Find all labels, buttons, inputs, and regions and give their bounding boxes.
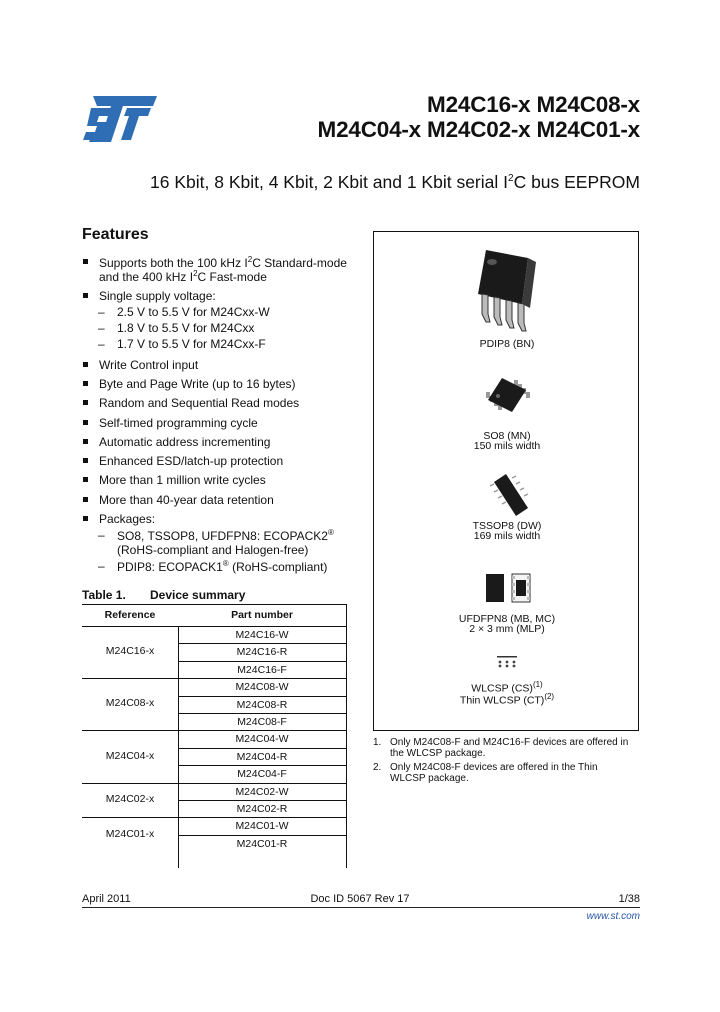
subtitle: 16 Kbit, 8 Kbit, 4 Kbit, 2 Kbit and 1 Kbit serial $I^2C$ bus EEPROM <box>150 172 640 192</box>
ufdfpn8-package-icon <box>484 572 534 606</box>
feature-text: Single supply voltage: <box>99 289 216 303</box>
table-reference-cell: M24C08-x <box>105 697 155 710</box>
table-part-cell: M24C08-W <box>235 681 289 694</box>
footer-url-link[interactable]: www.st.com <box>586 911 640 922</box>
feature-text: and the 400 kHz $I^2C$ Fast-mode <box>99 269 267 284</box>
footer-date: April 2011 <box>82 893 131 905</box>
table-part-cell: M24C04-R <box>236 750 288 763</box>
table-part-cell: M24C01-W <box>235 820 289 833</box>
ufdfpn8-label-2: 2 × 3 mm (MLP) <box>469 623 545 635</box>
tssop8-package-icon <box>488 472 532 522</box>
bullet-icon <box>83 439 88 444</box>
pdip8-label: PDIP8 (BN) <box>479 338 535 350</box>
thin-wlcsp-label: Thin WLCSP (CT)$^{(2)}$ <box>459 692 555 707</box>
table-reference-cell: M24C02-x <box>105 793 155 805</box>
bullet-icon <box>83 259 88 264</box>
title-line-1: M24C16-x M24C08-x <box>427 92 640 117</box>
table-part-cell: M24C01-R <box>236 837 288 850</box>
table-reference-cell: M24C16-x <box>105 645 155 658</box>
so8-package-icon <box>484 376 532 416</box>
wlcsp-label: WLCSP (CS)$^{(1)}$ <box>471 680 543 695</box>
table-row-rule <box>178 661 346 662</box>
table-part-cell: M24C02-R <box>236 803 288 815</box>
table-group-rule <box>82 783 346 784</box>
table-reference-cell: M24C04-x <box>105 749 155 762</box>
bullet-icon <box>83 516 88 521</box>
table-row-rule <box>178 800 346 801</box>
table-top-rule <box>82 604 346 605</box>
table-row-rule <box>178 835 346 836</box>
table-header-part-number: Part number <box>231 609 293 621</box>
device-summary-table <box>82 604 346 868</box>
table-part-cell: M24C16-W <box>235 629 289 641</box>
features-heading: Features <box>82 226 149 243</box>
footer-page-number: 1/38 <box>618 893 640 905</box>
so8-label-1: SO8 (MN) <box>483 430 531 442</box>
pdip8-package-icon <box>472 248 544 332</box>
st-logo <box>83 96 157 142</box>
tssop8-label-2: 169 mils width <box>473 530 541 542</box>
table-row-rule <box>178 713 346 714</box>
bullet-icon <box>83 497 88 502</box>
table-part-cell: M24C04-F <box>237 768 287 781</box>
bullet-icon <box>83 477 88 482</box>
packages-panel <box>373 231 639 731</box>
table-header-rule <box>82 626 346 627</box>
footer-divider <box>82 907 640 908</box>
table-caption: Table 1. Device summary <box>82 588 246 602</box>
bullet-icon <box>83 293 88 298</box>
bullet-icon <box>83 381 88 386</box>
table-group-rule <box>82 678 346 679</box>
table-part-cell: M24C08-R <box>236 698 288 711</box>
bullet-icon <box>83 420 88 425</box>
footer-doc-id: Doc ID 5067 Rev 17 <box>310 893 410 905</box>
table-part-cell: M24C04-W <box>235 733 289 746</box>
table-group-rule <box>82 817 346 818</box>
bullet-icon <box>83 458 88 463</box>
footnote-2: 2. Only M24C08-F devices are offered in the Thin WLCSP package. <box>373 762 598 784</box>
table-reference-cell: M24C01-x <box>105 827 155 840</box>
footnote-1: 1. Only M24C08-F and M24C16-F devices are offered in the WLCSP package. <box>373 737 629 759</box>
table-group-rule <box>82 730 346 731</box>
wlcsp-package-icon <box>496 655 518 669</box>
table-part-cell: M24C16-R <box>236 646 288 659</box>
table-row-rule <box>178 765 346 766</box>
table-row-rule <box>178 696 346 697</box>
bullet-icon <box>83 362 88 367</box>
table-row-rule <box>178 643 346 644</box>
table-part-cell: M24C16-F <box>237 663 287 676</box>
table-header-reference: Reference <box>104 609 156 621</box>
table-part-cell: M24C02-W <box>235 785 289 798</box>
table-row-rule <box>178 748 346 749</box>
table-part-cell: M24C08-F <box>237 716 287 728</box>
feature-text: Supports both the 100 kHz $I^2C$ Standard-mode <box>99 255 347 270</box>
ufdfpn8-label-1: UFDFPN8 (MB, MC) <box>458 613 556 625</box>
title-line-2: M24C04-x M24C02-x M24C01-x <box>317 117 640 142</box>
so8-label-2: 150 mils width <box>473 440 541 452</box>
tssop8-label-1: TSSOP8 (DW) <box>472 520 542 532</box>
table-right-rule <box>346 604 347 868</box>
bullet-icon <box>83 400 88 405</box>
